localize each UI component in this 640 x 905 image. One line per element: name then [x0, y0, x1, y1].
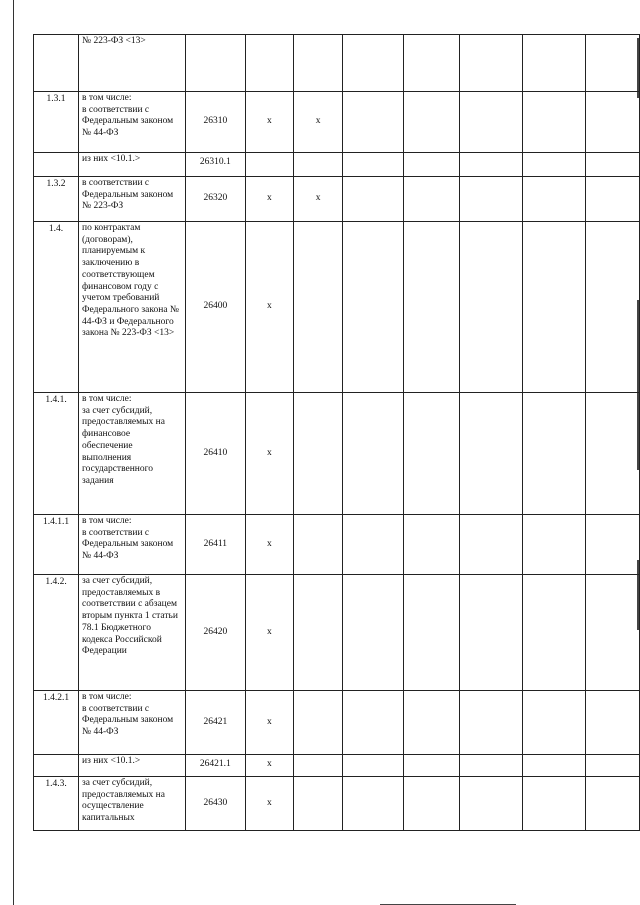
empty-cell — [343, 393, 403, 515]
row-description: в том числе: в соответствии с Федеральным законом № 44-ФЗ — [79, 691, 186, 755]
empty-cell — [459, 153, 522, 177]
row-description: № 223-ФЗ <13> — [79, 35, 186, 92]
row-mark-col3: x — [245, 777, 293, 831]
row-code: 26421.1 — [185, 755, 245, 777]
empty-cell — [403, 777, 459, 831]
empty-cell — [343, 777, 403, 831]
empty-cell — [459, 755, 522, 777]
row-code — [185, 35, 245, 92]
empty-cell — [585, 575, 639, 691]
row-mark-col3: x — [245, 222, 293, 393]
row-mark-col4 — [294, 691, 343, 755]
row-mark-col4: x — [294, 92, 343, 153]
empty-cell — [343, 691, 403, 755]
empty-cell — [403, 222, 459, 393]
row-description: за счет субсидий, предоставляемых на осуществление капитальных — [79, 777, 186, 831]
empty-cell — [459, 777, 522, 831]
empty-cell — [585, 755, 639, 777]
empty-cell — [585, 177, 639, 222]
table-row — [34, 515, 640, 575]
row-number — [34, 35, 79, 92]
row-description: в том числе: в соответствии с Федеральным законом № 44-ФЗ — [79, 92, 186, 153]
table-row — [34, 153, 640, 177]
empty-cell — [403, 755, 459, 777]
row-number: 1.4. — [34, 222, 79, 393]
empty-cell — [585, 393, 639, 515]
row-description: по контрактам (договорам), планируемым к заключению в соответствующем финансовом году с учетом требований Федерального закона № 44-ФЗ и Федерального закона № 223-ФЗ <13> — [79, 222, 186, 393]
empty-cell — [522, 777, 585, 831]
empty-cell — [343, 575, 403, 691]
row-code: 26310 — [185, 92, 245, 153]
row-description: за счет субсидий, предоставляемых в соответствии с абзацем вторым пункта 1 статьи 78.1 Бюджетного кодекса Российской Федерации — [79, 575, 186, 691]
row-code: 26310.1 — [185, 153, 245, 177]
row-mark-col3 — [245, 153, 293, 177]
row-mark-col3: x — [245, 575, 293, 691]
row-mark-col3: x — [245, 691, 293, 755]
empty-cell — [343, 515, 403, 575]
empty-cell — [459, 35, 522, 92]
row-code: 26420 — [185, 575, 245, 691]
empty-cell — [522, 35, 585, 92]
table-row — [34, 177, 640, 222]
row-number — [34, 755, 79, 777]
table-row — [34, 393, 640, 515]
empty-cell — [522, 222, 585, 393]
financial-table — [33, 34, 640, 831]
row-mark-col4 — [294, 777, 343, 831]
row-mark-col4 — [294, 755, 343, 777]
row-code: 26430 — [185, 777, 245, 831]
row-mark-col3: x — [245, 755, 293, 777]
table-row — [34, 92, 640, 153]
empty-cell — [343, 92, 403, 153]
empty-cell — [343, 755, 403, 777]
empty-cell — [522, 755, 585, 777]
table-row — [34, 35, 640, 92]
empty-cell — [585, 35, 639, 92]
empty-cell — [522, 177, 585, 222]
empty-cell — [585, 691, 639, 755]
row-number: 1.4.2.1 — [34, 691, 79, 755]
empty-cell — [522, 393, 585, 515]
table-row — [34, 777, 640, 831]
row-number: 1.3.1 — [34, 92, 79, 153]
empty-cell — [343, 35, 403, 92]
row-description: в том числе: в соответствии с Федеральным законом № 44-ФЗ — [79, 515, 186, 575]
empty-cell — [459, 92, 522, 153]
page-left-border — [13, 0, 14, 905]
table-row — [34, 575, 640, 691]
empty-cell — [522, 691, 585, 755]
row-mark-col4 — [294, 515, 343, 575]
row-description: в соответствии с Федеральным законом № 223-ФЗ — [79, 177, 186, 222]
row-mark-col4 — [294, 393, 343, 515]
empty-cell — [403, 153, 459, 177]
empty-cell — [403, 177, 459, 222]
row-mark-col4 — [294, 153, 343, 177]
empty-cell — [459, 575, 522, 691]
row-mark-col3: x — [245, 515, 293, 575]
empty-cell — [459, 515, 522, 575]
empty-cell — [403, 35, 459, 92]
empty-cell — [459, 177, 522, 222]
row-mark-col4: x — [294, 177, 343, 222]
row-mark-col4 — [294, 575, 343, 691]
row-code: 26411 — [185, 515, 245, 575]
empty-cell — [403, 92, 459, 153]
empty-cell — [403, 393, 459, 515]
row-code: 26421 — [185, 691, 245, 755]
row-mark-col3 — [245, 35, 293, 92]
row-mark-col3: x — [245, 393, 293, 515]
row-number: 1.4.3. — [34, 777, 79, 831]
row-mark-col3: x — [245, 92, 293, 153]
empty-cell — [403, 515, 459, 575]
row-code: 26400 — [185, 222, 245, 393]
empty-cell — [459, 222, 522, 393]
row-number: 1.3.2 — [34, 177, 79, 222]
empty-cell — [585, 92, 639, 153]
empty-cell — [585, 222, 639, 393]
row-mark-col4 — [294, 35, 343, 92]
empty-cell — [522, 153, 585, 177]
table-row — [34, 222, 640, 393]
row-description: в том числе: за счет субсидий, предоставляемых на финансовое обеспечение выполнения государственного задания — [79, 393, 186, 515]
empty-cell — [522, 92, 585, 153]
row-mark-col4 — [294, 222, 343, 393]
empty-cell — [585, 777, 639, 831]
empty-cell — [403, 575, 459, 691]
row-number — [34, 153, 79, 177]
row-description: из них <10.1.> — [79, 755, 186, 777]
row-description: из них <10.1.> — [79, 153, 186, 177]
empty-cell — [343, 222, 403, 393]
empty-cell — [403, 691, 459, 755]
empty-cell — [585, 515, 639, 575]
empty-cell — [343, 177, 403, 222]
empty-cell — [459, 393, 522, 515]
row-code: 26410 — [185, 393, 245, 515]
row-number: 1.4.1.1 — [34, 515, 79, 575]
row-number: 1.4.1. — [34, 393, 79, 515]
empty-cell — [343, 153, 403, 177]
table-row — [34, 691, 640, 755]
row-number: 1.4.2. — [34, 575, 79, 691]
row-mark-col3: x — [245, 177, 293, 222]
empty-cell — [459, 691, 522, 755]
row-code: 26320 — [185, 177, 245, 222]
empty-cell — [522, 515, 585, 575]
empty-cell — [585, 153, 639, 177]
table-row — [34, 755, 640, 777]
empty-cell — [522, 575, 585, 691]
